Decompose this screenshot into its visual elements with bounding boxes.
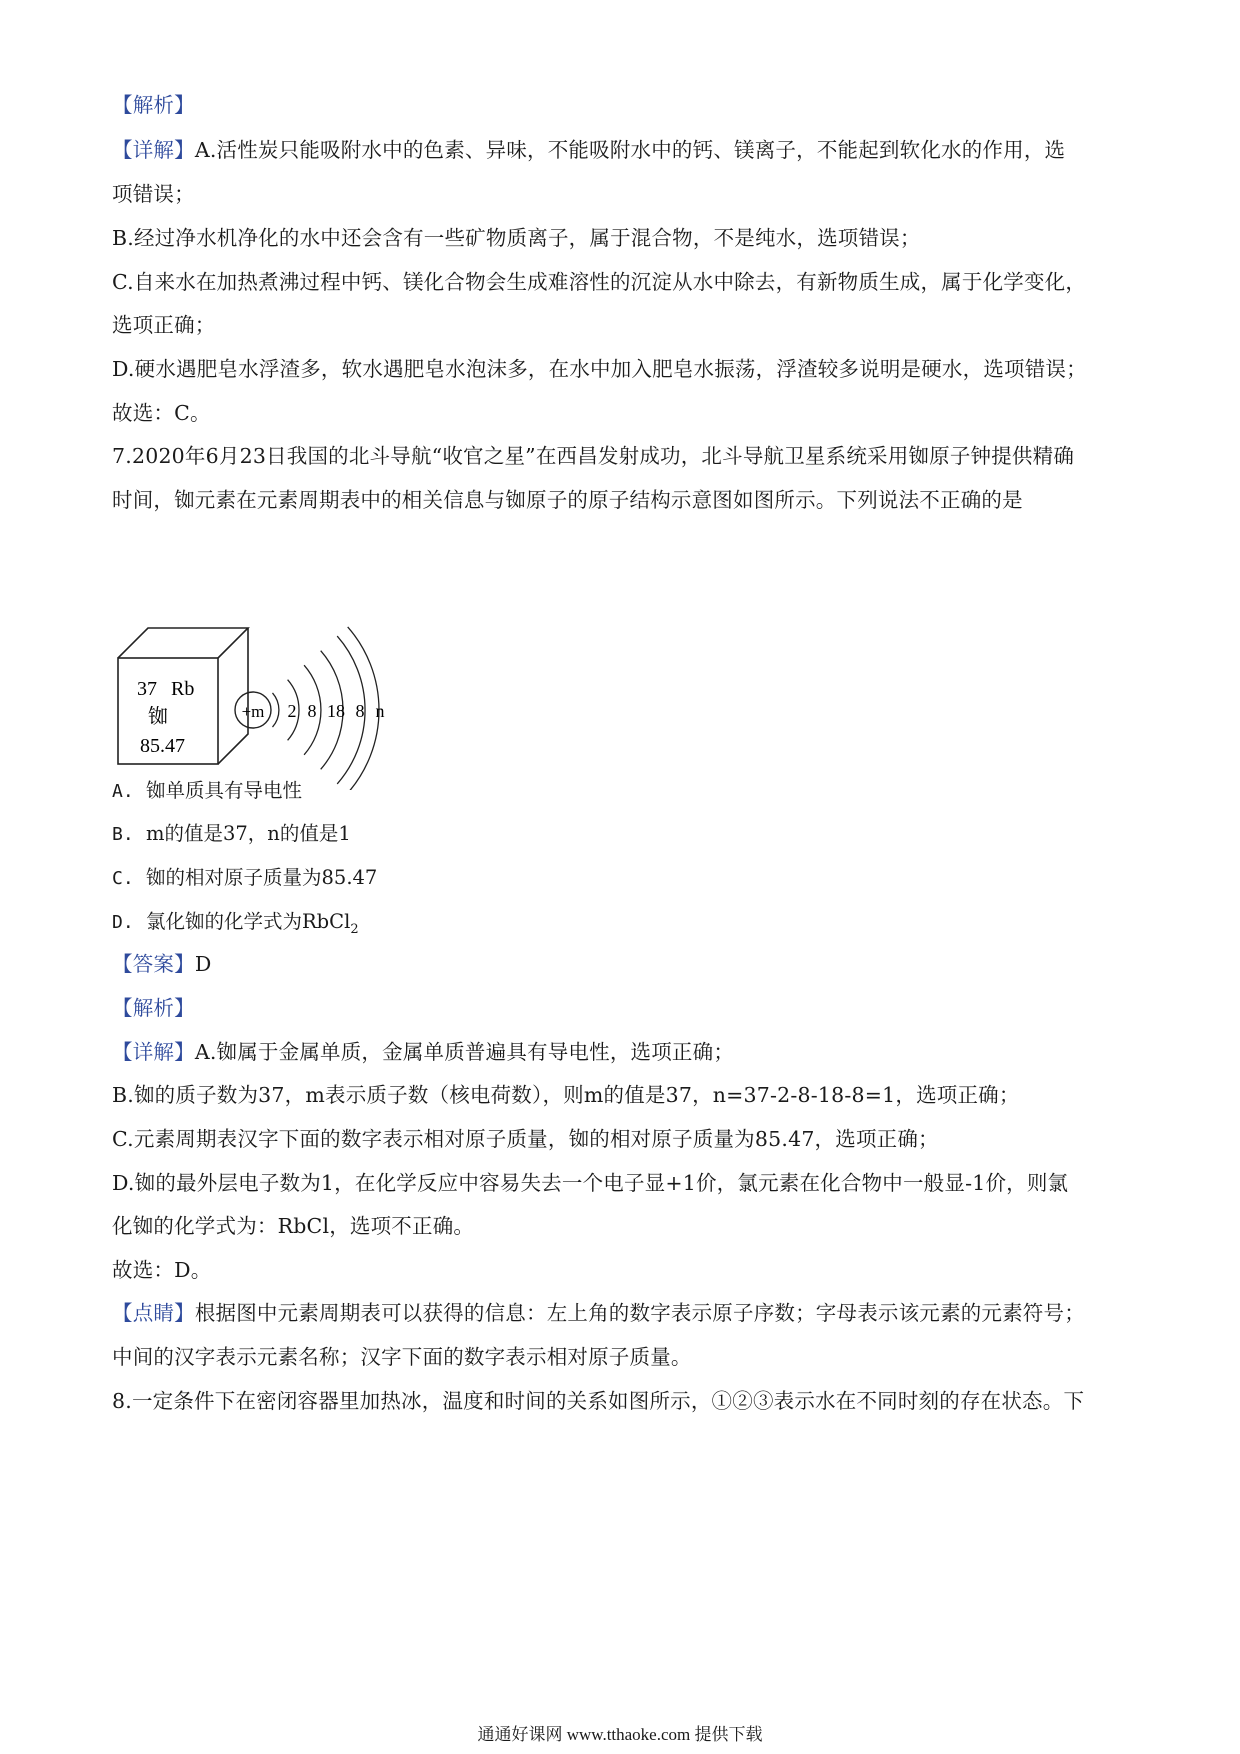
choose-line-2: 故选：D。 — [112, 1258, 212, 1282]
shell-electron-count: 2 — [287, 701, 297, 721]
shell-electron-count: n — [375, 701, 385, 721]
option-c[interactable]: C. 铷的相对原子质量为85.47 — [112, 866, 378, 889]
atom-structure — [235, 627, 385, 790]
electron-shell-arc — [273, 693, 279, 727]
element-number: 37 — [137, 678, 157, 700]
detail-line-c-cont: 选项正确； — [112, 313, 216, 337]
rubidium-figure — [112, 590, 432, 790]
detail-line-d: D.硬水遇肥皂水浮渣多，软水遇肥皂水泡沫多，在水中加入肥皂水振荡，浮渣较多说明是硬水，选项错误； — [112, 357, 1087, 381]
detail-line-b: B.经过净水机净化的水中还会含有一些矿物质离子，属于混合物，不是纯水，选项错误； — [112, 226, 921, 250]
shell-electron-count: 8 — [307, 701, 317, 721]
key-point-line: 【点睛】根据图中元素周期表可以获得的信息：左上角的数字表示原子序数；字母表示该元素的元素符号； — [112, 1301, 1085, 1325]
question-7-line1: 7.2020年6月23日我国的北斗导航“收官之星”在西昌发射成功，北斗导航卫星系统采用铷原子钟提供精确 — [112, 444, 1075, 468]
nucleus-label: +m — [241, 702, 265, 721]
element-name: 铷 — [148, 704, 168, 728]
option-a[interactable]: A. 铷单质具有导电性 — [112, 779, 303, 802]
shell-electron-count: 8 — [355, 701, 365, 721]
choose-line: 故选：C。 — [112, 401, 211, 425]
key-point-line-cont: 中间的汉字表示元素名称；汉字下面的数字表示相对原子质量。 — [112, 1345, 692, 1369]
footer-source: 通通好课网 www.tthaoke.com 提供下载 — [477, 1725, 763, 1744]
detail2-line-c: C.元素周期表汉字下面的数字表示相对原子质量，铷的相对原子质量为85.47，选项正确； — [112, 1127, 939, 1151]
detail2-line-a: 【详解】A.铷属于金属单质，金属单质普遍具有导电性，选项正确； — [112, 1040, 735, 1064]
detail-line-a: 【详解】A.活性炭只能吸附水中的色素、异味，不能吸附水中的钙、镁离子，不能起到软化水的作用，选 — [112, 138, 1066, 162]
analysis-heading-2: 【解析】 — [112, 996, 195, 1020]
detail2-line-d-cont: 化铷的化学式为：RbCl，选项不正确。 — [112, 1214, 475, 1238]
option-b[interactable]: B. m的值是37，n的值是1 — [112, 822, 351, 845]
detail-line-a-cont: 项错误； — [112, 182, 195, 206]
analysis-heading: 【解析】 — [112, 93, 195, 117]
element-symbol: Rb — [171, 678, 195, 700]
shell-electron-count: 18 — [327, 701, 345, 721]
question-8-line1: 8.一定条件下在密闭容器里加热冰，温度和时间的关系如图所示，①②③表示水在不同时刻的存在状态。下 — [112, 1389, 1085, 1413]
detail-line-c: C.自来水在加热煮沸过程中钙、镁化合物会生成难溶性的沉淀从水中除去，有新物质生成，属于化学变化， — [112, 270, 1087, 294]
question-7-line2: 时间，铷元素在元素周期表中的相关信息与铷原子的原子结构示意图如图所示。下列说法不正确的是 — [112, 488, 1023, 512]
detail2-line-b: B.铷的质子数为37，m表示质子数（核电荷数），则m的值是37，n=37-2-8-18-8=1，选项正确； — [112, 1083, 1020, 1107]
detail2-line-d: D.铷的最外层电子数为1，在化学反应中容易失去一个电子显+1价，氯元素在化合物中一般显-1价，则氯 — [112, 1171, 1069, 1195]
answer-line: 【答案】D — [112, 952, 212, 976]
atomic-mass: 85.47 — [140, 735, 185, 757]
option-d[interactable]: D. 氯化铷的化学式为RbCl$_2$ — [112, 910, 359, 937]
